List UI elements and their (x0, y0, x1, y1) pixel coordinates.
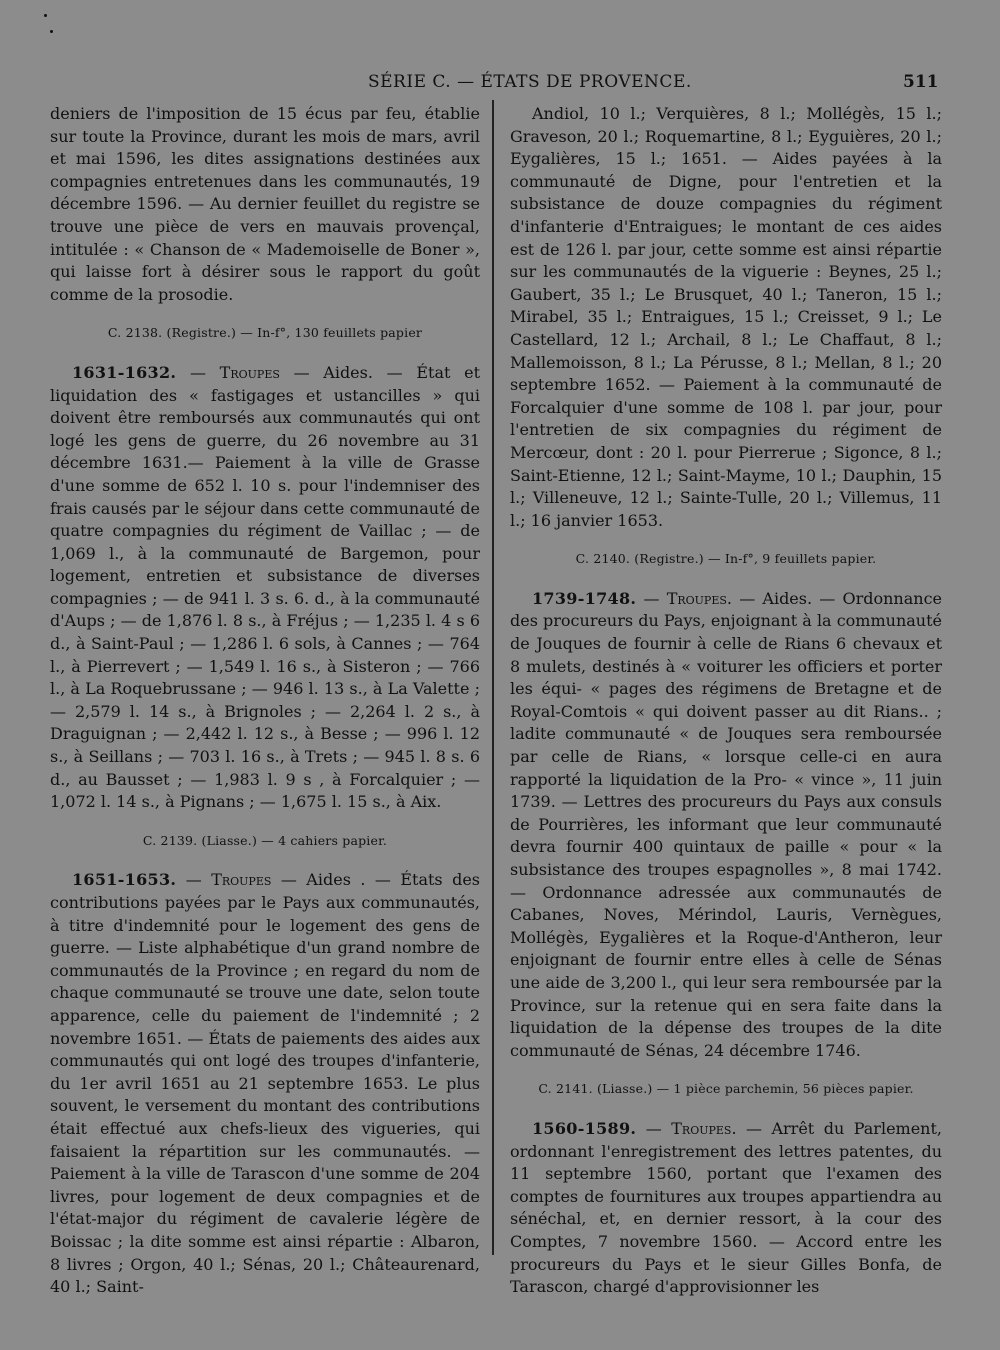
archive-reference: C. 2138. (Registre.) — In-f°, 130 feuillets papier (107, 325, 423, 341)
entry-date: 1651-1653. (72, 870, 177, 890)
page-number: 511 (903, 72, 939, 92)
entry-label: Troupes (211, 870, 272, 890)
entry-text: — Aides . — États des contributions payées par le Pays aux communautés, à titre d'indemnité pour le logement des gens de guerre. — Liste alphabétique d'un grand nombre de communautés de la Province ; en regard du nom de chaque communauté se trouve une date, selon toute apparence, celle du paiement de l'indemnité ; 2 novembre 1651. — États de paiements des aides aux communautés qui ont logé des troupes d'infanterie, du 1er avril 1651 au 21 septembre 1653. Le plus souvent, le versement du montant des contributions était effectué aux chefs-lieux des vigueries, qui faisaient la répartition sur les communautés. — Paiement à la ville de Tarascon d'une somme de 204 livres, pour logement de deux compagnies et de l'état-major du régiment de cavalerie légère de Boissac ; la dite somme est ainsi répartie : Albaron, 8 livres ; Orgon, 40 l.; Sénas, 20 l.; Châteaurenard, 40 l.; Saint- (50, 870, 481, 1297)
entry-label: Troupes (666, 588, 727, 608)
archive-reference: C. 2141. (Liasse.) — 1 pièce parchemin, 56 pièces papier. (538, 1081, 914, 1097)
column-divider (492, 100, 494, 1255)
entry-text: . — Aides. — Ordonnance des procureurs du Pays, enjoignant à la communauté de Jouques de fournir à celle de Rians 6 chevaux et 8 mulets, destinés à « voiturer les officiers et porter les équi- « pages des régimens de Bretagne et de Royal-Comtois « qui doivent passer au dit Rians.. ; ladite communauté « de Jouques sera remboursée par celle de Rians, « lorsque celle-ci en aura rapporté la liquidation de la Pro- « vince », 11 juin 1739. — Lettres des procureurs du Pays aux consuls de Pourrières, les informant que leur communauté devra fournir 400 quintaux de paille « pour « la subsistance des troupes espagnolles », 8 mai 1742. — Ordonnance adressée aux communautés de Cabanes, Noves, Mérindol, Lauris, Vernègues, Mollégès, Eygalières et la Roque-d'Antheron, leur enjoignant de fournir entre elles à celle de Sénas une aide de 3,200 l., qui leur sera remboursée par la Province, sur la retenue qui en sera faite dans la liquidation de la dépense des troupes de la dite communauté de Sénas, 24 décembre 1746. (510, 588, 942, 1060)
left-column (50, 103, 480, 1299)
entry-label: Troupes (671, 1118, 732, 1138)
entry: 1631-1632. — Troupes — Aides. — État et liquidation des « fastigages et ustancilles » qui doivent être remboursés aux communautés qui ont logé les gens de guerre, du 26 novembre au 31 décembre 1631.— Paiement à la ville de Grasse d'une somme de 652 l. 10 s. pour l'indemniser des frais causés par le séjour dans cette communauté de quatre compagnies du régiment de Vaillac ; — de 1,069 l., à la communauté de Bargemon, pour logement, entretien et subsistance de diverses compagnies ; — de 941 l. 3 s. 6. d., à la communauté d'Aups ; — de 1,876 l. 8 s., à Fréjus ; — 1,235 l. 4 s 6 d., à Saint-Paul ; — 1,286 l. 6 sols, à Cannes ; — 764 l., à Pierrevert ; — 1,549 l. 16 s., à Sisteron ; — 766 l., à La Roquebrussane ; — 946 l. 13 s., à La Valette ; — 2,579 l. 14 s., à Brignoles ; — 2,264 l. 2 s., à Draguignan ; — 2,442 l. 12 s., à Besse ; — 996 l. 12 s., à Seillans ; — 703 l. 16 s., à Trets ; — 945 l. 8 s. 6 d., au Bausset ; — 1,983 l. 9 s , à Forcalquier ; — 1,072 l. 14 s., à Pignans ; — 1,675 l. 15 s., à Aix. (50, 362, 481, 812)
archive-reference: C. 2139. (Liasse.) — 4 cahiers papier. (142, 832, 388, 848)
running-title: SÉRIE C. — ÉTATS DE PROVENCE. (368, 72, 692, 92)
entry-text: . — Arrêt du Parlement, ordonnant l'enregistrement des lettres patentes, du 11 septembre 1560, portant que l'examen des comptes de fournitures aux troupes appartiendra au sénéchal, et, en dernier ressort, à la cour des Comptes, 7 novembre 1560. — Accord entre les procureurs du Pays et le sieur Gilles Bonfa, de Tarascon, chargé d'approvisionner les (510, 1118, 943, 1297)
entry-text: — Aides. — État et liquidation des « fastigages et ustancilles » qui doivent être remboursés aux communautés qui ont logé les gens de guerre, du 26 novembre au 31 décembre 1631.— Paiement à la ville de Grasse d'une somme de 652 l. 10 s. pour l'indemniser des frais causés par le séjour dans cette communauté de quatre compagnies du régiment de Vaillac ; — de 1,069 l., à la communauté de Bargemon, pour logement, entretien et subsistance de diverses compagnies ; — de 941 l. 3 s. 6. d., à la communauté d'Aups ; — de 1,876 l. 8 s., à Fréjus ; — 1,235 l. 4 s 6 d., à Saint-Paul ; — 1,286 l. 6 sols, à Cannes ; — 764 l., à Pierrevert ; — 1,549 l. 16 s., à Sisteron ; — 766 l., à La Roquebrussane ; — 946 l. 13 s., à La Valette ; — 2,579 l. 14 s., à Brignoles ; — 2,264 l. 2 s., à Draguignan ; — 2,442 l. 12 s., à Besse ; — 996 l. 12 s., à Seillans ; — 703 l. 16 s., à Trets ; — 945 l. 8 s. 6 d., au Bausset ; — 1,983 l. 9 s , à Forcalquier ; — 1,072 l. 14 s., à Pignans ; — 1,675 l. 15 s., à Aix. (50, 362, 481, 812)
entry-date: 1560-1589. (532, 1118, 637, 1138)
scan-speck (50, 30, 53, 33)
entry-date: 1631-1632. (72, 362, 177, 382)
scan-speck (44, 14, 47, 17)
paragraph: deniers de l'imposition de 15 écus par feu, établie sur toute la Province, durant les mois de mars, avril et mai 1596, les dites assignations destinées aux compagnies entretenues dans les communautés, 19 décembre 1596. — Au dernier feuillet du registre se trouve une pièce de vers en mauvais provençal, intitulée : « Chanson de « Mademoiselle de Boner », qui laisse fort à désirer sous le rapport du goût comme de la prosodie. (50, 104, 480, 304)
entry: 1560-1589. — Troupes. — Arrêt du Parlement, ordonnant l'enregistrement des lettres patentes, du 11 septembre 1560, portant que l'examen des comptes de fournitures aux troupes appartiendra au sénéchal, et, en dernier ressort, à la cour des Comptes, 7 novembre 1560. — Accord entre les procureurs du Pays et le sieur Gilles Bonfa, de Tarascon, chargé d'approvisionner les (510, 1118, 943, 1297)
paragraph: Andiol, 10 l.; Verquières, 8 l.; Mollégès, 15 l.; Graveson, 20 l.; Roquemartine, 8 l.; Eyguières, 20 l.; Eygalières, 15 l.; 1651. — Aides payées à la communauté de Digne, pour l'entretien et la subsistance de douze compagnies du régiment d'infanterie d'Entraigues; le montant de ces aides est de 126 l. par jour, cette somme est ainsi répartie sur les communautés de la viguerie : Beynes, 25 l.; Gaubert, 35 l.; Le Brusquet, 40 l.; Taneron, 15 l.; Mirabel, 35 l.; Entraigues, 15 l.; Creisset, 9 l.; Le Castellard, 12 l.; Archail, 8 l.; Le Chaffaut, 8 l.; Mallemoisson, 8 l.; La Pérusse, 8 l.; Mellan, 8 l.; 20 septembre 1652. — Paiement à la communauté de Forcalquier d'une somme de 108 l. par jour, pour l'entretien de six compagnies du régiment de Mercœur, dont : 20 l. pour Pierrerue ; Sigonce, 8 l.; Saint-Etienne, 12 l.; Saint-Mayme, 10 l.; Dauphin, 15 l.; Villeneuve, 12 l.; Sainte-Tulle, 20 l.; Villemus, 11 l.; 16 janvier 1653. (510, 104, 942, 530)
entry-date: 1739-1748. (532, 588, 637, 608)
entry: 1739-1748. — Troupes. — Aides. — Ordonnance des procureurs du Pays, enjoignant à la communauté de Jouques de fournir à celle de Rians 6 chevaux et 8 mulets, destinés à « voiturer les officiers et porter les équi- « pages des régimens de Bretagne et de Royal-Comtois « qui doivent passer au dit Rians.. ; ladite communauté « de Jouques sera remboursée par celle de Rians, « lorsque celle-ci en aura rapporté la liquidation de la Pro- « vince », 11 juin 1739. — Lettres des procureurs du Pays aux consuls de Pourrières, les informant que leur communauté devra fournir 400 quintaux de paille « pour « la subsistance des troupes espagnolles », 8 mai 1742. — Ordonnance adressée aux communautés de Cabanes, Noves, Mérindol, Lauris, Vernègues, Mollégès, Eygalières et la Roque-d'Antheron, leur enjoignant de fournir entre elles à celle de Sénas une aide de 3,200 l., qui leur sera remboursée par la Province, sur la retenue qui en sera faite dans la liquidation de la dépense des troupes de la dite communauté de Sénas, 24 décembre 1746. (510, 588, 942, 1060)
page-header (0, 72, 1000, 98)
right-column (510, 103, 942, 1299)
archive-reference: C. 2140. (Registre.) — In-f°, 9 feuillets papier. (575, 551, 877, 567)
entry: 1651-1653. — Troupes — Aides . — États des contributions payées par le Pays aux communautés, à titre d'indemnité pour le logement des gens de guerre. — Liste alphabétique d'un grand nombre de communautés de la Province ; en regard du nom de chaque communauté se trouve une date, selon toute apparence, celle du paiement de l'indemnité ; 2 novembre 1651. — États de paiements des aides aux communautés qui ont logé des troupes d'infanterie, du 1er avril 1651 au 21 septembre 1653. Le plus souvent, le versement du montant des contributions était effectué aux chefs-lieux des vigueries, qui faisaient la répartition sur les communautés. — Paiement à la ville de Tarascon d'une somme de 204 livres, pour logement de deux compagnies et de l'état-major du régiment de cavalerie légère de Boissac ; la dite somme est ainsi répartie : Albaron, 8 livres ; Orgon, 40 l.; Sénas, 20 l.; Châteaurenard, 40 l.; Saint- (50, 870, 481, 1297)
entry-label: Troupes (219, 362, 280, 382)
